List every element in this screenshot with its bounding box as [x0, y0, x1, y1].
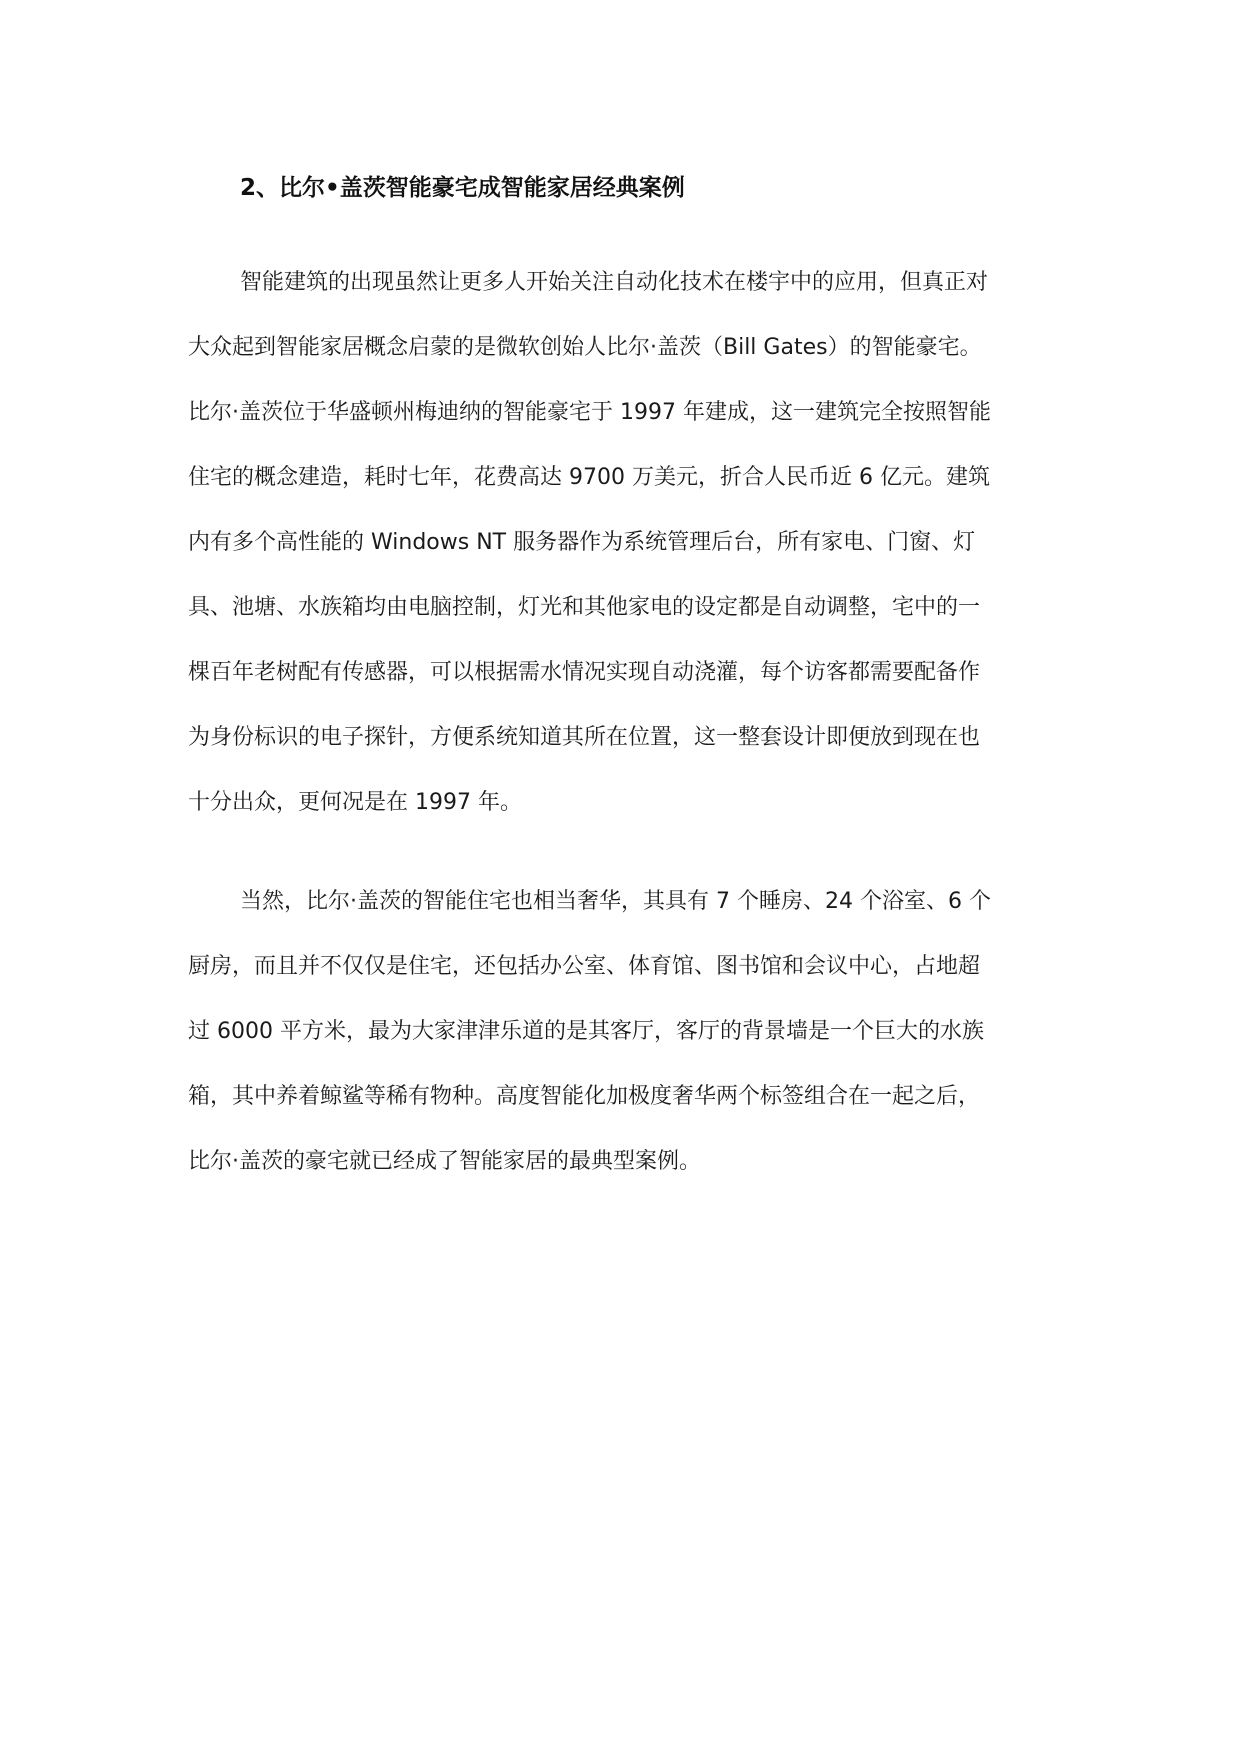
- paragraph-line: 十分出众，更何况是在 1997 年。: [188, 790, 522, 815]
- paragraph-line: 箱，其中养着鲸鲨等稀有物种。高度智能化加极度奢华两个标签组合在一起之后，: [188, 1084, 981, 1109]
- section-heading: 2、比尔•盖茨智能豪宅成智能家居经典案例: [240, 175, 685, 201]
- paragraph-line: 内有多个高性能的 Windows NT 服务器作为系统管理后台，所有家电、门窗、灯: [188, 530, 976, 555]
- paragraph-line: 棵百年老树配有传感器，可以根据需水情况实现自动浇灌，每个访客都需要配备作: [188, 660, 981, 685]
- paragraph-line: 过 6000 平方米，最为大家津津乐道的是其客厅，客厅的背景墙是一个巨大的水族: [188, 1019, 984, 1044]
- paragraph-line: 为身份标识的电子探针，方便系统知道其所在位置，这一整套设计即便放到现在也: [188, 725, 981, 750]
- paragraph-line: 当然，比尔·盖茨的智能住宅也相当奢华，其具有 7 个睡房、24 个浴室、6 个: [240, 889, 991, 914]
- paragraph-line: 智能建筑的出现虽然让更多人开始关注自动化技术在楼宇中的应用，但真正对: [240, 270, 989, 295]
- paragraph-line: 大众起到智能家居概念启蒙的是微软创始人比尔·盖茨（Bill Gates）的智能豪宅。: [188, 335, 982, 360]
- paragraph-line: 住宅的概念建造，耗时七年，花费高达 9700 万美元，折合人民币近 6 亿元。建筑: [188, 465, 990, 490]
- paragraph-luxury-mansion: [188, 882, 1056, 1207]
- paragraph-line: 比尔·盖茨的豪宅就已经成了智能家居的最典型案例。: [188, 1149, 701, 1174]
- paragraph-line: 比尔·盖茨位于华盛顿州梅迪纳的智能豪宅于 1997 年建成，这一建筑完全按照智能: [188, 400, 991, 425]
- paragraph-line: 具、池塘、水族箱均由电脑控制，灯光和其他家电的设定都是自动调整，宅中的一: [188, 595, 981, 620]
- paragraph-line: 厨房，而且并不仅仅是住宅，还包括办公室、体育馆、图书馆和会议中心，占地超: [188, 954, 981, 979]
- paragraph-smart-building: [188, 263, 1056, 848]
